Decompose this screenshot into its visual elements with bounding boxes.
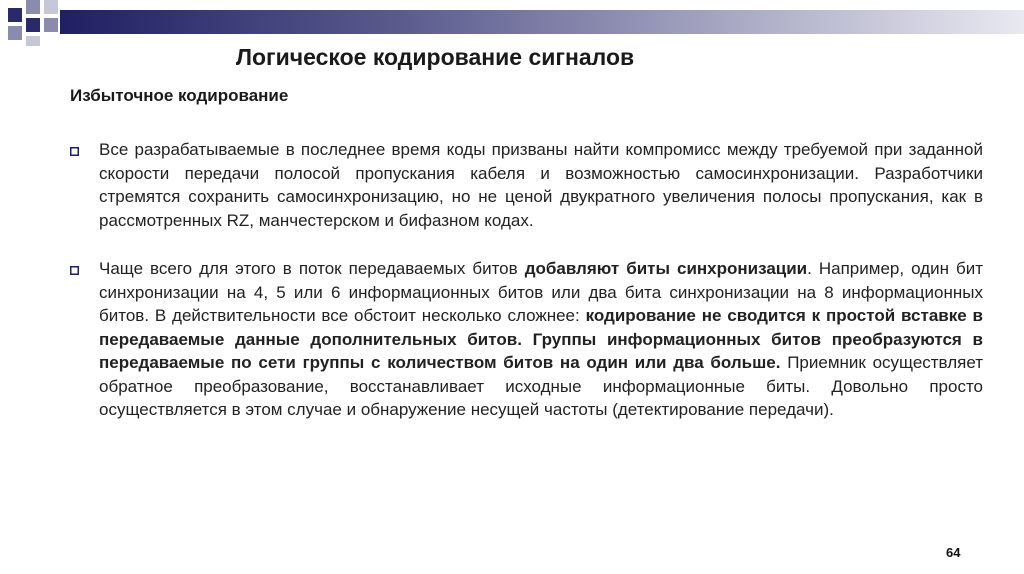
hollow-square-bullet-icon <box>70 147 80 157</box>
text-segment: . Например, один бит синхронизации на 4, 5 или 6 информационных битов или два бита синхронизации на 8 информационных битов. В действительности все обстоит несколько сложнее: <box>99 259 983 325</box>
page-number: 64 <box>946 545 961 560</box>
bold-text-segment: добавляют биты синхронизации <box>524 259 808 278</box>
slide-subtitle: Избыточное кодирование <box>70 86 289 105</box>
bullet-paragraph <box>99 138 983 232</box>
slide-title: Логическое кодирование сигналов <box>235 44 635 70</box>
bold-text-segment: кодирование не сводится к простой вставке в передаваемые данные дополнительных битов. Группы информационных битов преобразуются в передаваемые по сети группы с количеством битов на один или два больше. <box>99 306 983 372</box>
hollow-square-bullet-icon <box>70 266 80 276</box>
text-segment: Чаще всего для этого в поток передаваемых битов <box>99 259 525 278</box>
text-segment: Приемник осуществляет обратное преобразование, восстанавливает исходные информационные биты. Довольно просто осуществляется в этом случае и обнаружение несущей частоты (детектирование передачи). <box>99 353 983 419</box>
header-gradient-bar <box>60 10 1024 34</box>
bullet-paragraph <box>99 257 983 422</box>
text-segment: Все разрабатываемые в последнее время коды призваны найти компромисс между требуемой при заданной скорости передачи полосой пропускания кабеля и возможностью самосинхронизации. Разработчики стремятся сохранить самосинхронизацию, но не ценой двукратного увеличения полосы пропускания, как в рассмотренных RZ, манчестерском и бифазном кодах. <box>99 140 983 230</box>
